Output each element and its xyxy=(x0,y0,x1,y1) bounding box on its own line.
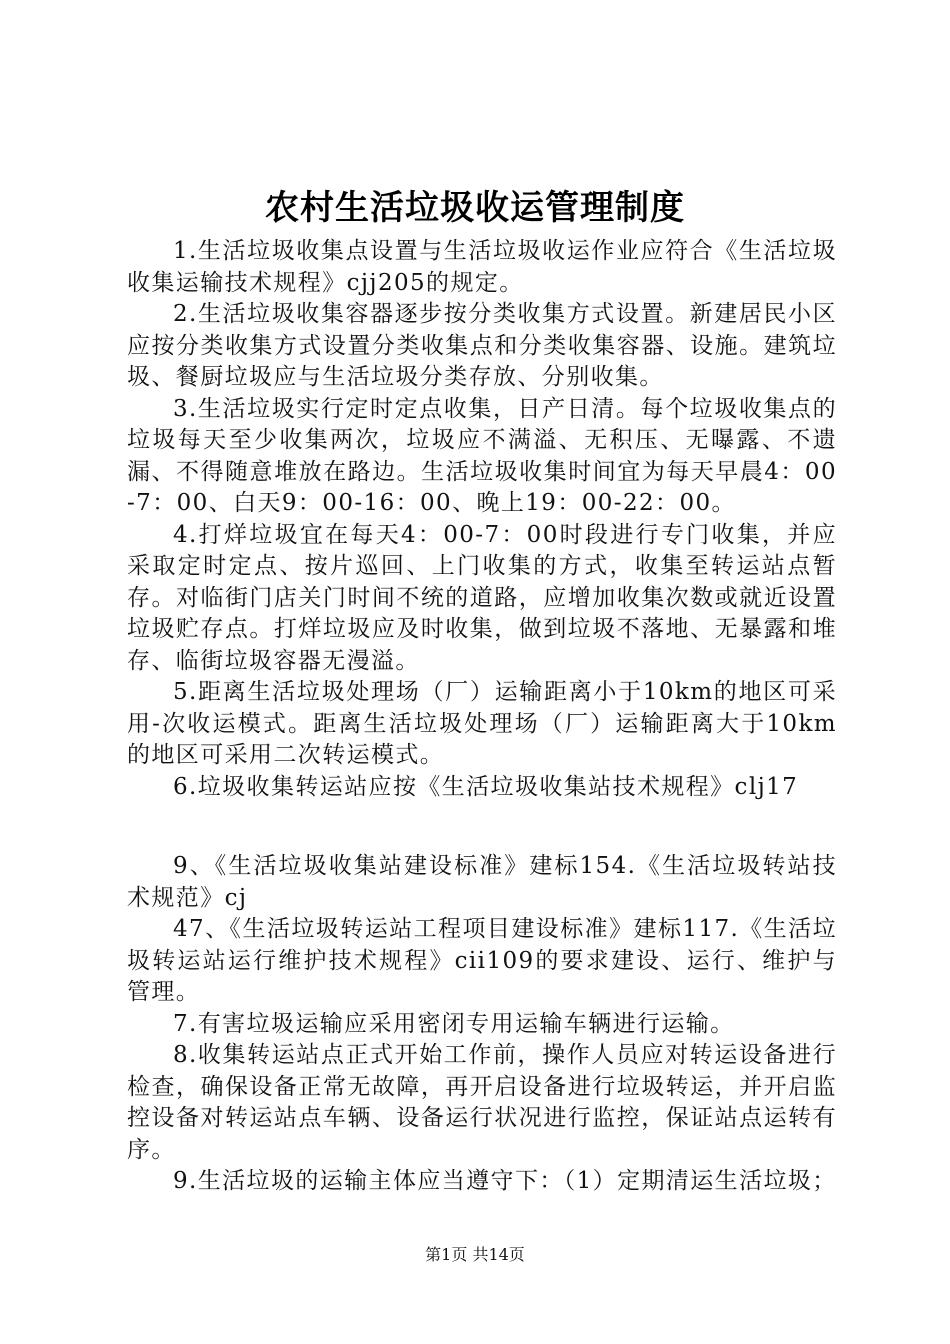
document-title: 农村生活垃圾收运管理制度 xyxy=(265,188,685,228)
paragraph-8: 47、《生活垃圾转运站工程项目建设标准》建标117.《生活垃圾转运站运行维护技术规程》cii109的要求建设、运行、维护与管理。 xyxy=(127,916,837,1005)
paragraph-4: 4.打烊垃圾宜在每天4：00-7：00时段进行专门收集，并应采取定时定点、按片巡回、上门收集的方式，收集至转运站点暂存。对临街门店关门时间不统的道路，应增加收集次数或就近设置垃圾贮存点。打烊垃圾应及时收集，做到垃圾不落地、无暴露和堆存、临街垃圾容器无漫溢。 xyxy=(127,521,837,674)
paragraph-10: 8.收集转运站点正式开始工作前，操作人员应对转运设备进行检查，确保设备正常无故障，再开启设备进行垃圾转运，并开启监控设备对转运站点车辆、设备运行状况进行监控，保证站点运转有序。 xyxy=(127,1042,837,1163)
paragraph-gap xyxy=(127,803,837,851)
paragraph-3: 3.生活垃圾实行定时定点收集，日产日清。每个垃圾收集点的垃圾每天至少收集两次，垃圾应不满溢、无积压、无曝露、不遗漏、不得随意堆放在路边。生活垃圾收集时间宜为每天早晨4：00-7：00、白天9：00-16：00、晚上19：00-22：00。 xyxy=(127,395,837,516)
paragraph-11: 9.生活垃圾的运输主体应当遵守下：（1）定期清运生活垃圾； xyxy=(173,1168,837,1194)
paragraph-6: 6.垃圾收集转运站应按《生活垃圾收集站技术规程》clj17 xyxy=(173,773,799,800)
paragraph-7: 9、《生活垃圾收集站建设标准》建标154.《生活垃圾转站技术规范》cj xyxy=(127,853,837,911)
document-body xyxy=(127,236,837,1198)
paragraph-2: 2.生活垃圾收集容器逐步按分类收集方式设置。新建居民小区应按分类收集方式设置分类收集点和分类收集容器、设施。建筑垃圾、餐厨垃圾应与生活垃圾分类存放、分别收集。 xyxy=(127,301,837,390)
page-footer: 第1页 共14页 xyxy=(425,1245,525,1264)
paragraph-9: 7.有害垃圾运输应采用密闭专用运输车辆进行运输。 xyxy=(173,1010,735,1037)
paragraph-5: 5.距离生活垃圾处理场（厂）运输距离小于10km的地区可采用-次收运模式。距离生活垃圾处理场（厂）运输距离大于10km的地区可采用二次转运模式。 xyxy=(127,679,837,768)
paragraph-1: 1.生活垃圾收集点设置与生活垃圾收运作业应符合《生活垃圾收集运输技术规程》cjj205的规定。 xyxy=(127,238,837,296)
